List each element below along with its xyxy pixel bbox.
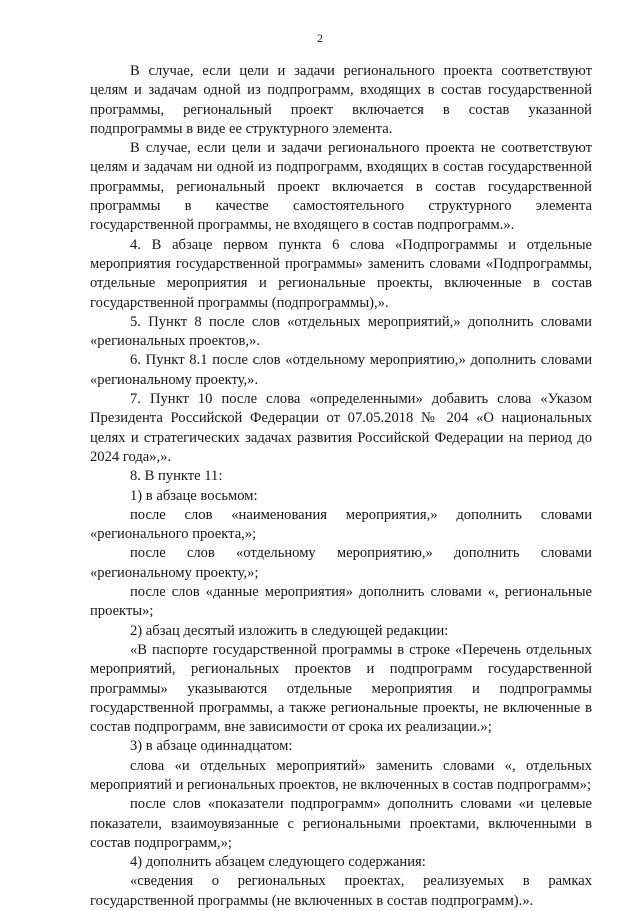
page-number: 2 (317, 31, 323, 45)
document-body (90, 62, 592, 911)
paragraph: «сведения о региональных проектах, реализуемых в рамках государственной программы (не включенных в состав подпрограмм).». (90, 873, 592, 909)
paragraph: после слов «показатели подпрограмм» дополнить словами «и целевые показатели, взаимоувязанные с региональными проектами, включенными в состав подпрограмм,»; (90, 796, 592, 851)
paragraph: 3) в абзаце одиннадцатом: (130, 738, 293, 755)
paragraph: после слов «отдельному мероприятию,» дополнить словами «региональному проекту,»; (90, 545, 592, 581)
paragraph: 6. Пункт 8.1 после слов «отдельному мероприятию,» дополнить словами «региональному проекту,». (90, 352, 592, 388)
paragraph: 4. В абзаце первом пункта 6 слова «Подпрограммы и отдельные мероприятия государственной программы» заменить словами «Подпрограммы, отдельные мероприятия и региональные проекты, включенные в состав государственной программы (подпрограммы),». (90, 236, 592, 311)
paragraph: В случае, если цели и задачи регионального проекта соответствуют целям и задачам одной из подпрограмм, входящих в состав государственной программы, региональный проект включается в состав указанной подпрограммы в виде ее структурного элемента. (90, 63, 592, 137)
paragraph: 8. В пункте 11: (130, 468, 223, 485)
paragraph: 2) абзац десятый изложить в следующей редакции: (130, 622, 449, 639)
paragraph: «В паспорте государственной программы в строке «Перечень отдельных мероприятий, региональных проектов и подпрограмм государственной программы» указываются отдельные мероприятия и подпрограммы государственной программы, а также региональные проекты, не включенные в состав подпрограмм, вне зависимости от срока их реализации.»; (90, 641, 592, 736)
paragraph: 5. Пункт 8 после слов «отдельных мероприятий,» дополнить словами «региональных проектов,». (90, 313, 592, 350)
paragraph: 7. Пункт 10 после слова «определенными» добавить слова «Указом Президента Российской Федерации от 07.05.2018 № 204 «О национальных целях и стратегических задачах развития Российской Федерации на период до 2024 года»,». (90, 391, 592, 465)
paragraph: 4) дополнить абзацем следующего содержания: (130, 854, 426, 871)
paragraph: 1) в абзаце восьмом: (130, 487, 258, 504)
paragraph: В случае, если цели и задачи регионального проекта не соответствуют целям и задачам ни одной из подпрограмм, входящих в состав государственной программы, региональный проект включается в состав государственной программы в качестве самостоятельного структурного элемента государственной программы, не входящего в состав подпрограмм.». (90, 140, 592, 234)
paragraph: слова «и отдельных мероприятий» заменить словами «, отдельных мероприятий и региональных проектов, не включенных в состав подпрограмм»; (90, 757, 592, 793)
paragraph: после слов «наименования мероприятия,» дополнить словами «регионального проекта,»; (90, 506, 592, 543)
paragraph: после слов «данные мероприятия» дополнить словами «, региональные проекты»; (90, 584, 592, 620)
